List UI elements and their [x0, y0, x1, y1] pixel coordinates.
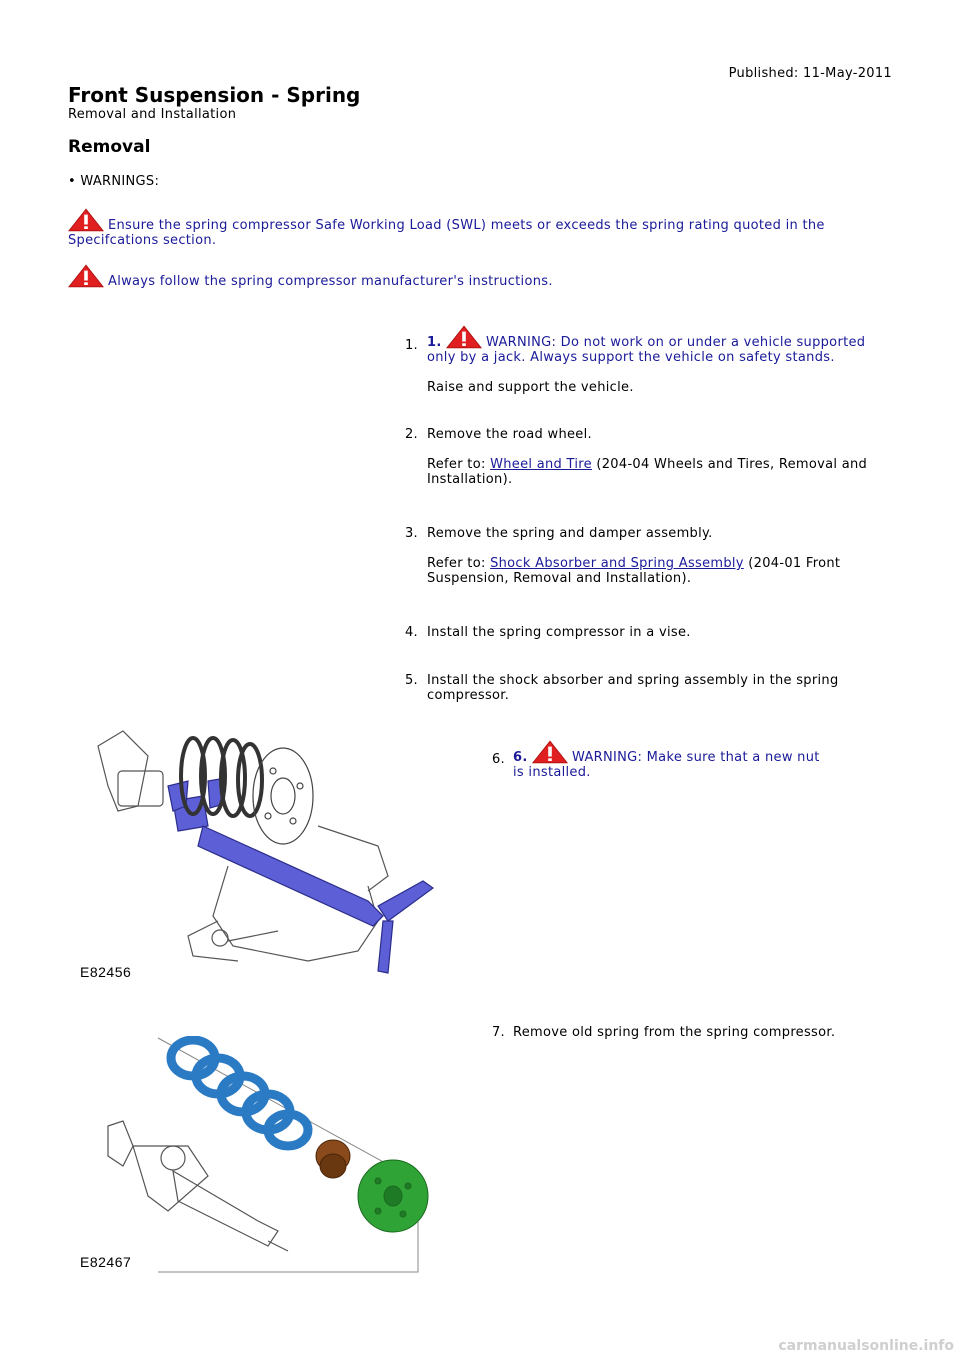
- warning-manufacturer: [68, 264, 828, 289]
- figure-spring-compressor: [78, 716, 448, 986]
- section-title: Removal: [68, 137, 151, 157]
- step-1-warning-text: WARNING: Do not work on or under a vehicle supported only by a jack. Always support the vehicle on safety stands.: [427, 335, 866, 365]
- warning-triangle-icon: [68, 208, 104, 232]
- step-7: [513, 1025, 873, 1040]
- warning-triangle-icon: [532, 740, 568, 764]
- spring-exploded-illustration: [78, 1036, 448, 1274]
- figure-id: E82456: [80, 964, 132, 980]
- step-2-text: Remove the road wheel.: [427, 427, 592, 442]
- step-number: 4.: [404, 625, 418, 640]
- warning-swl-text: Ensure the spring compressor Safe Working Load (SWL) meets or exceeds the spring rating quoted in the Specifcations section.: [68, 218, 825, 248]
- step-number: 5.: [404, 673, 418, 688]
- page-subtitle: Removal and Installation: [68, 107, 237, 122]
- step-5-text: Install the shock absorber and spring assembly in the spring compressor.: [427, 673, 839, 703]
- wheel-and-tire-link[interactable]: Wheel and Tire: [490, 457, 592, 472]
- step-6-label: 6.: [513, 750, 528, 765]
- step-1-warning: [427, 325, 892, 365]
- step-2: [427, 427, 877, 487]
- warning-triangle-icon: [68, 264, 104, 288]
- step-4-text: Install the spring compressor in a vise.: [427, 625, 691, 640]
- step-4: [427, 625, 877, 640]
- step-number: 7.: [491, 1025, 505, 1040]
- watermark: carmanualsonline.info: [778, 1338, 954, 1354]
- step-number: 3.: [404, 526, 418, 541]
- warnings-heading: • WARNINGS:: [68, 174, 160, 189]
- step-number: 2.: [404, 427, 418, 442]
- step-2-reference: [427, 457, 877, 487]
- step-1-text: Raise and support the vehicle.: [427, 380, 634, 395]
- step-3-reference: [427, 556, 847, 586]
- warning-triangle-icon: [446, 325, 482, 349]
- figure-spring-exploded: [78, 1036, 448, 1274]
- ref-suffix: (204-04 Wheels and Tires, Removal and Installation).: [427, 457, 868, 487]
- step-7-text: Remove old spring from the spring compressor.: [513, 1025, 836, 1040]
- shock-absorber-link[interactable]: Shock Absorber and Spring Assembly: [490, 556, 744, 571]
- ref-prefix: Refer to:: [427, 556, 486, 571]
- step-number: 6.: [491, 752, 505, 767]
- step-1: [427, 325, 892, 395]
- published-date: Published: 11-May-2011: [728, 66, 892, 81]
- step-6-warning-text: WARNING: Make sure that a new nut is installed.: [513, 750, 820, 780]
- step-6: [513, 740, 833, 780]
- page-title: Front Suspension - Spring: [68, 83, 361, 107]
- step-3: [427, 526, 847, 586]
- step-3-text: Remove the spring and damper assembly.: [427, 526, 713, 541]
- warning-swl: [68, 208, 828, 248]
- warning-manufacturer-text: Always follow the spring compressor manufacturer's instructions.: [108, 274, 553, 289]
- step-6-warning: [513, 740, 833, 780]
- step-number: 1.: [404, 338, 418, 353]
- ref-prefix: Refer to:: [427, 457, 486, 472]
- step-1-label: 1.: [427, 335, 442, 350]
- ref-suffix: (204-01 Front Suspension, Removal and Installation).: [427, 556, 841, 586]
- step-5: [427, 673, 847, 703]
- figure-id: E82467: [80, 1254, 132, 1270]
- spring-compressor-illustration: [78, 716, 448, 986]
